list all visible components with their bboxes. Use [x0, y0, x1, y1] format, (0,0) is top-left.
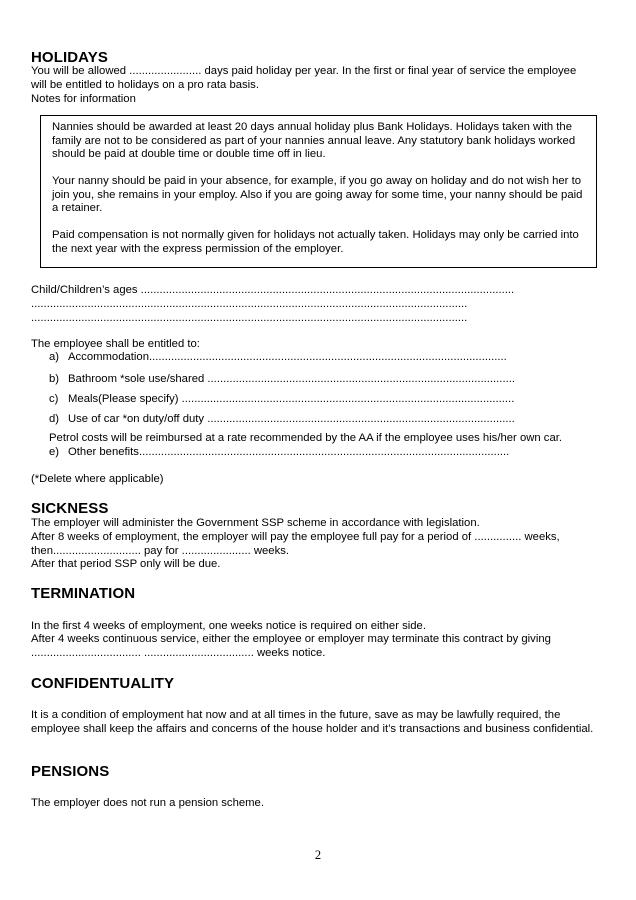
children-ages-line: Child/Children’s ages .......................................................................................................................	[31, 284, 515, 296]
entitlement-letter: c)	[49, 393, 59, 405]
entitlement-text: Meals(Please specify) ..........................................................................................................	[68, 393, 515, 405]
entitlement-item-bathroom	[49, 373, 546, 387]
holiday-notes-box	[40, 115, 597, 268]
pensions-heading: PENSIONS	[31, 763, 110, 780]
sickness-after-line: After that period SSP only will be due.	[31, 558, 221, 570]
petrol-note: Petrol costs will be reimbursed at a rate recommended by the AA if the employee uses his/her own car.	[49, 432, 563, 444]
entitlement-item-car	[49, 413, 546, 427]
entitlement-item-other	[49, 446, 546, 460]
termination-continuous-service-line: After 4 weeks continuous service, either the employee or employer may terminate this contract by giving	[31, 633, 551, 645]
page-number: 2	[314, 848, 322, 862]
entitlement-letter: e)	[49, 446, 60, 458]
notes-label: Notes for information	[31, 93, 136, 105]
children-ages-dot-line-2: ...........................................................................................................................................	[31, 298, 468, 310]
entitlement-text: Use of car *on duty/off duty ..................................................................................................	[68, 413, 515, 425]
notes-paragraph-compensation: Paid compensation is not normally given for holidays not actually taken. Holidays may only be carried into the next year with the express permission of the employer.	[52, 229, 579, 255]
entitlement-text: Accommodation..................................................................................................................	[68, 351, 507, 363]
confidentuality-heading: CONFIDENTUALITY	[31, 675, 175, 692]
holidays-allowance-line: You will be allowed ....................... days paid holiday per year. In the first or final year of service the employee	[31, 65, 577, 77]
entitlement-item-meals	[49, 393, 546, 407]
termination-first-weeks-line: In the first 4 weeks of employment, one weeks notice is required on either side.	[31, 620, 426, 632]
delete-note: (*Delete where applicable)	[31, 473, 164, 485]
holidays-heading: HOLIDAYS	[31, 49, 108, 66]
entitlement-text: Bathroom *sole use/shared ..................................................................................................	[68, 373, 515, 385]
sickness-then-line: then............................ pay for ...................... weeks.	[31, 545, 290, 557]
entitlement-letter: b)	[49, 373, 60, 385]
notes-paragraph-absence-pay: Your nanny should be paid in your absence, for example, if you go away on holiday and do not wish her to join you, she remains in your employ. Also if you are going away for some time, your nanny should be paid a retainer.	[52, 175, 583, 215]
notes-paragraph-annual-leave: Nannies should be awarded at least 20 days annual holiday plus Bank Holidays. Holidays taken with the family are not to be considered as part of your nannies annual leave. Any statutory bank holidays worked should be paid at double time or double time off in lieu.	[52, 121, 576, 161]
entitlements-intro: The employee shall be entitled to:	[31, 338, 200, 350]
confidentuality-paragraph: It is a condition of employment hat now and at all times in the future, save as may be lawfully required, the employee shall keep the affairs and concerns of the house holder and it’s transactions and business confidential.	[31, 709, 594, 735]
entitlement-item-accommodation	[49, 351, 546, 365]
entitlement-letter: d)	[49, 413, 60, 425]
termination-notice-line: ................................... ................................... weeks notice.	[31, 647, 326, 659]
children-ages-dot-line-3: ...........................................................................................................................................	[31, 312, 468, 324]
entitlement-text: Other benefits......................................................................................................................	[68, 446, 510, 458]
sickness-ssp-line: The employer will administer the Government SSP scheme in accordance with legislation.	[31, 517, 480, 529]
holidays-pro-rata-line: will be entitled to holidays on a pro rata basis.	[31, 79, 259, 91]
sickness-heading: SICKNESS	[31, 500, 109, 517]
pensions-line: The employer does not run a pension scheme.	[31, 797, 264, 809]
sickness-full-pay-line: After 8 weeks of employment, the employer will pay the employee full pay for a period of ............... weeks,	[31, 531, 560, 543]
entitlement-letter: a)	[49, 351, 60, 363]
termination-heading: TERMINATION	[31, 585, 136, 602]
